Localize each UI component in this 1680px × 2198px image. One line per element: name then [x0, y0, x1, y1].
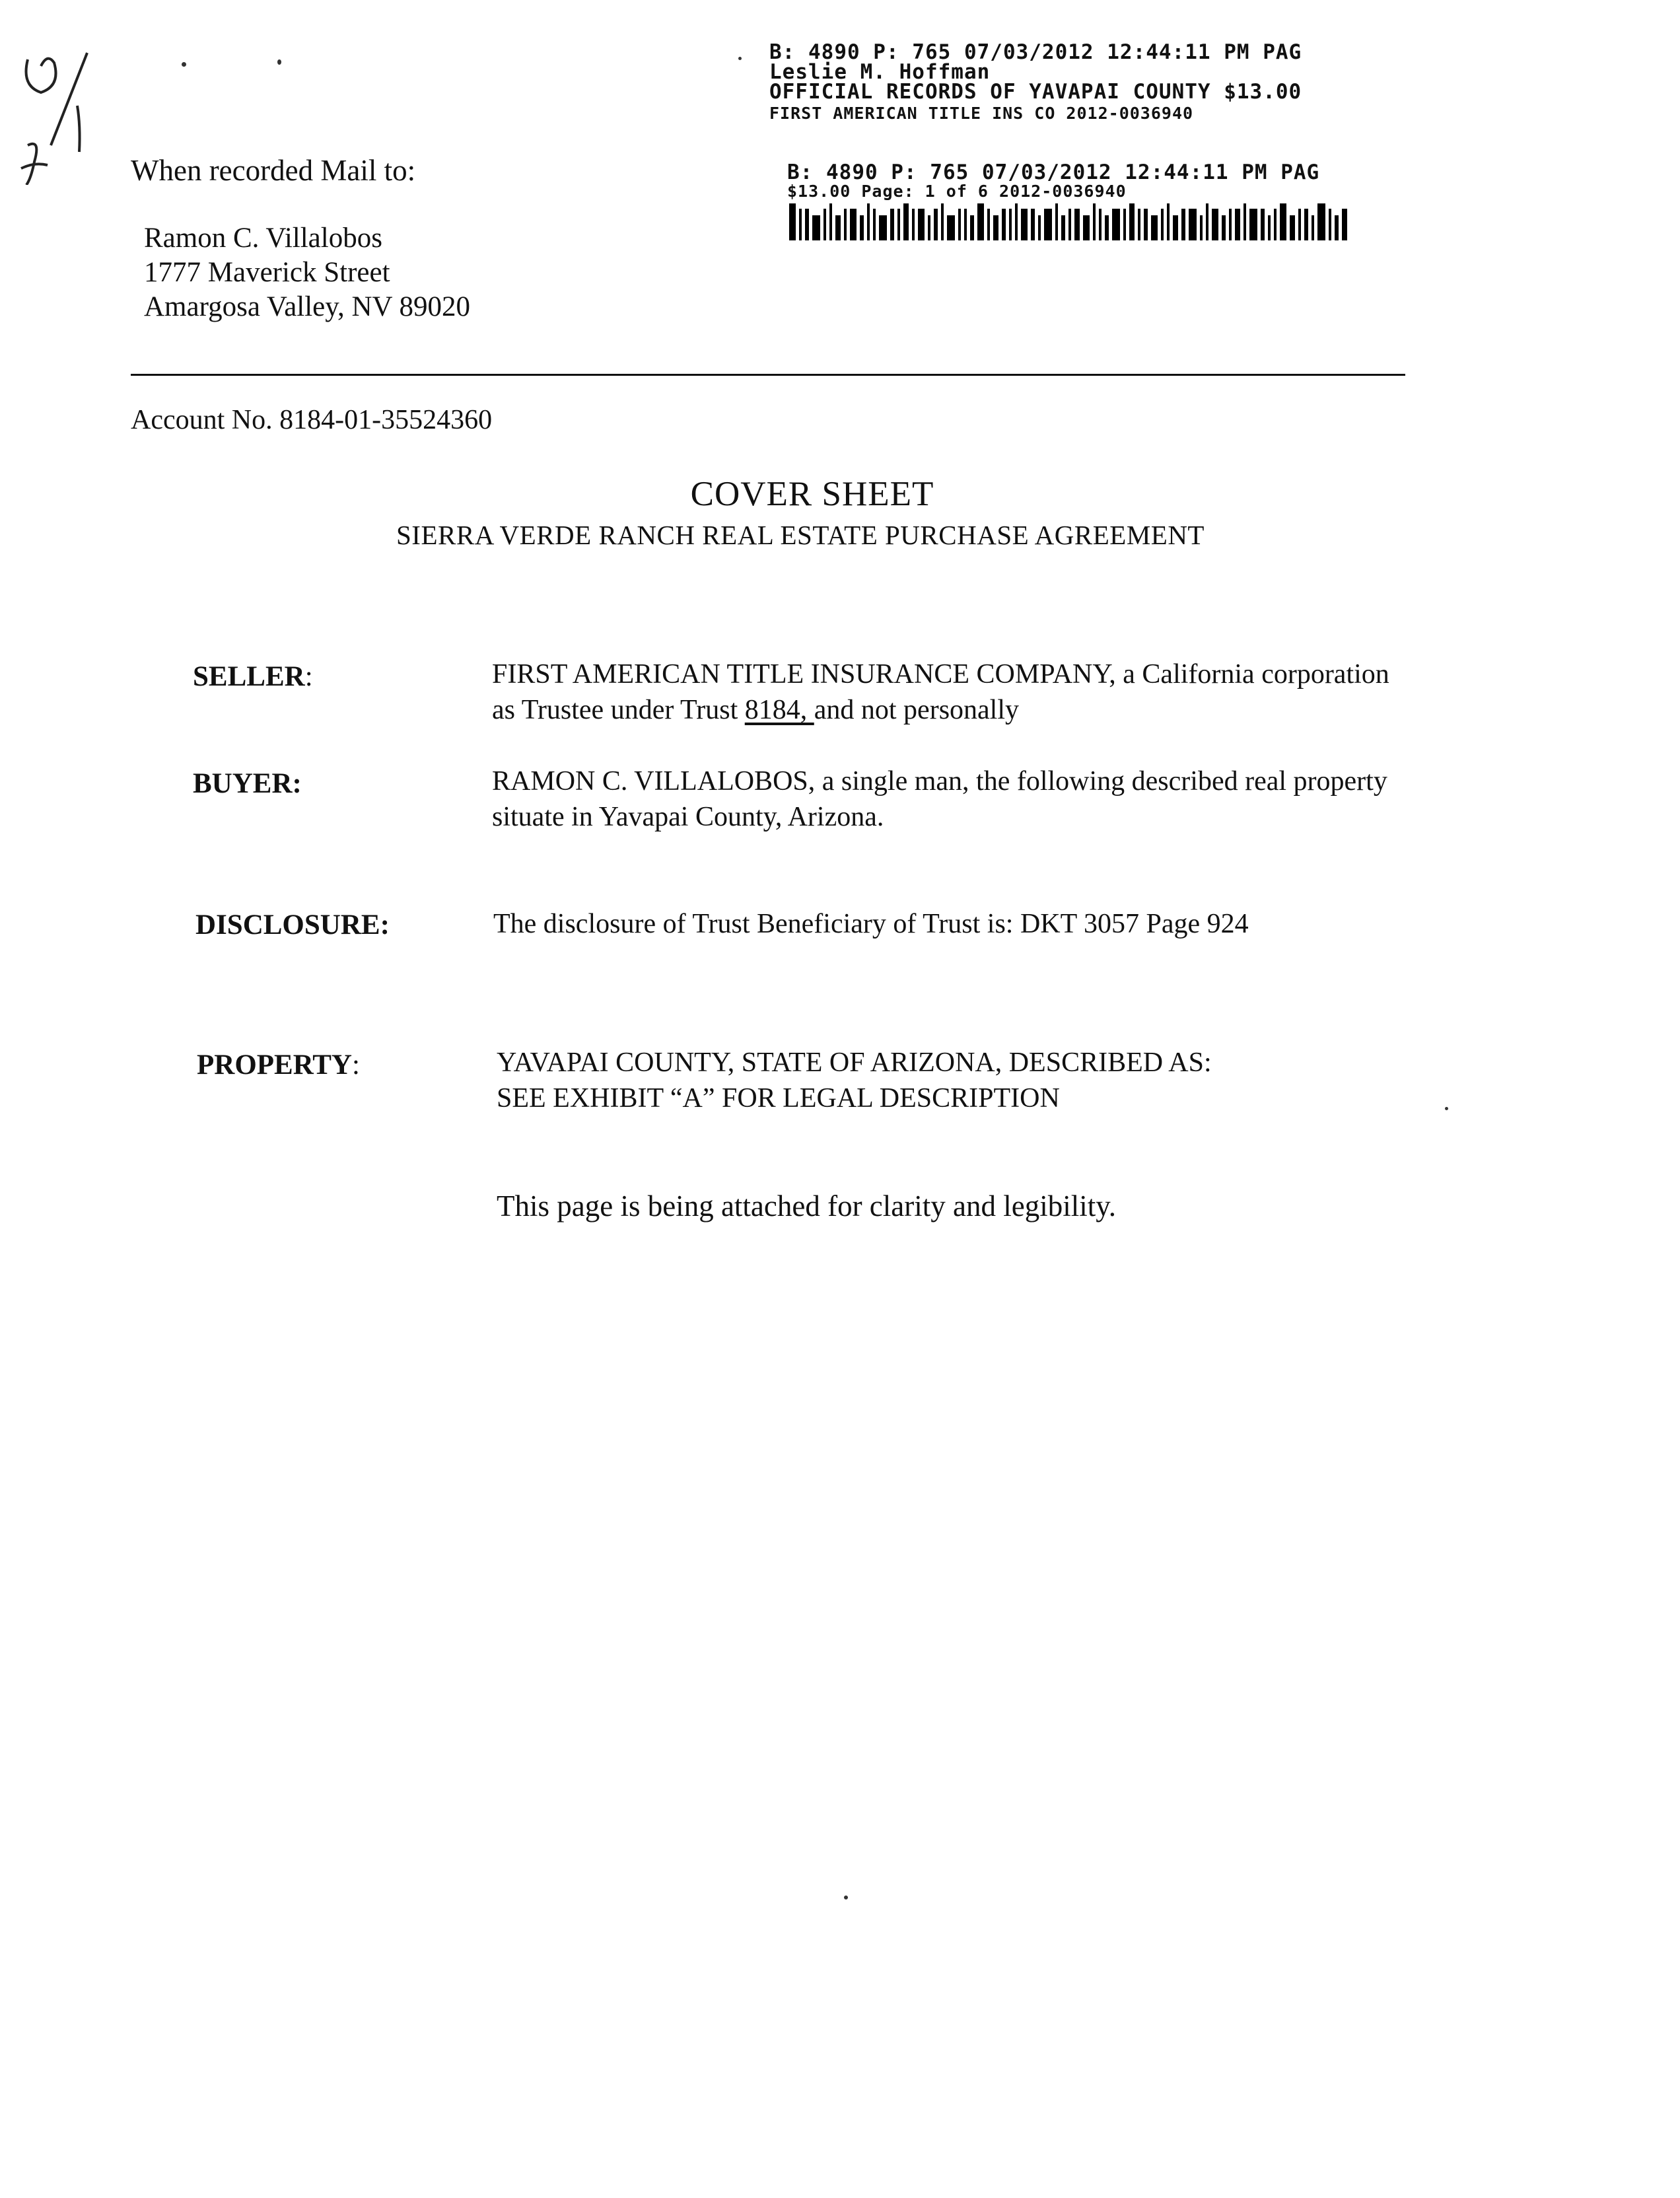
- seller-line-1: FIRST AMERICAN TITLE INSURANCE COMPANY, a California corporation: [492, 659, 1389, 690]
- barcode-bar: [1298, 209, 1301, 240]
- barcode-bar: [1138, 209, 1140, 240]
- barcode-bar: [987, 209, 990, 240]
- barcode-bar: [1055, 203, 1058, 240]
- barcode-bar: [789, 203, 796, 240]
- barcode-bar: [970, 215, 974, 240]
- mail-to-city: Amargosa Valley, NV 89020: [144, 291, 471, 322]
- trust-number: 8184,: [744, 695, 814, 725]
- speck: [738, 57, 742, 60]
- barcode-bar: [1335, 215, 1339, 240]
- speck: [1445, 1107, 1448, 1110]
- barcode-bar: [873, 209, 876, 240]
- property-line-1: YAVAPAI COUNTY, STATE OF ARIZONA, DESCRIBED AS:: [497, 1047, 1212, 1078]
- barcode-bar: [941, 203, 944, 240]
- barcode-bar: [993, 215, 998, 240]
- disclosure-line-1: The disclosure of Trust Beneficiary of Trust is: DKT 3057 Page 924: [493, 909, 1249, 939]
- divider-rule: [131, 374, 1405, 376]
- barcode-bar: [1112, 209, 1120, 240]
- barcode-bar: [1002, 209, 1006, 240]
- barcode-bar: [928, 215, 930, 240]
- mail-to-street: 1777 Maverick Street: [144, 257, 390, 288]
- stamp-recorder: Leslie M. Hoffman: [769, 60, 991, 84]
- barcode: [789, 203, 1496, 240]
- barcode-bar: [1280, 203, 1286, 240]
- barcode-bar: [1083, 215, 1090, 240]
- handwritten-mark: [15, 46, 107, 185]
- barcode-bar: [823, 209, 826, 240]
- property-label: PROPERTY:: [197, 1049, 360, 1081]
- barcode-bar: [918, 209, 925, 240]
- barcode-bar: [812, 215, 820, 240]
- barcode-bar: [879, 215, 887, 240]
- barcode-bar: [1093, 203, 1096, 240]
- speck: [844, 1896, 848, 1899]
- barcode-bar: [890, 209, 894, 240]
- barcode-bar: [1304, 209, 1308, 240]
- seller-line-2: as Trustee under Trust 8184, and not personally: [492, 695, 1020, 725]
- barcode-bar: [1167, 203, 1170, 240]
- barcode-bar: [1099, 209, 1102, 240]
- property-line-2: SEE EXHIBIT “A” FOR LEGAL DESCRIPTION: [497, 1083, 1060, 1114]
- barcode-bar: [829, 203, 832, 240]
- barcode-bar: [799, 209, 802, 240]
- stamp-line: $13.00 Page: 1 of 6 2012-0036940: [787, 182, 1127, 201]
- barcode-bar: [964, 209, 967, 240]
- barcode-bar: [1021, 209, 1028, 240]
- barcode-bar: [1290, 215, 1295, 240]
- barcode-bar: [947, 215, 955, 240]
- speck: [277, 59, 281, 65]
- barcode-bar: [1068, 209, 1071, 240]
- barcode-bar: [1061, 215, 1065, 240]
- barcode-bar: [1161, 209, 1164, 240]
- barcode-bar: [897, 209, 900, 240]
- barcode-bar: [1229, 209, 1232, 240]
- barcode-bar: [1123, 209, 1126, 240]
- barcode-bar: [850, 209, 857, 240]
- barcode-bar: [1212, 209, 1218, 240]
- barcode-bar: [1312, 215, 1314, 240]
- barcode-bar: [1181, 209, 1185, 240]
- barcode-bar: [1031, 209, 1035, 240]
- speck: [182, 62, 186, 67]
- barcode-bar: [1235, 209, 1240, 240]
- page-subtitle: SIERRA VERDE RANCH REAL ESTATE PURCHASE AGREEMENT: [396, 520, 1205, 550]
- seller-label: SELLER:: [193, 661, 313, 692]
- barcode-bar: [1317, 203, 1325, 240]
- barcode-bar: [1129, 203, 1135, 240]
- barcode-bar: [1038, 215, 1041, 240]
- buyer-line-2: situate in Yavapai County, Arizona.: [492, 802, 884, 832]
- account-number: Account No. 8184-01-35524360: [131, 405, 493, 435]
- stamp-line: B: 4890 P: 765 07/03/2012 12:44:11 PM PAG: [787, 160, 1320, 184]
- barcode-bar: [1268, 215, 1271, 240]
- barcode-bar: [1189, 209, 1197, 240]
- barcode-bar: [1015, 203, 1018, 240]
- barcode-bar: [1329, 209, 1331, 240]
- barcode-bar: [1173, 215, 1178, 240]
- barcode-bar: [1342, 209, 1347, 240]
- barcode-bar: [860, 215, 864, 240]
- barcode-bar: [867, 203, 870, 240]
- barcode-bar: [835, 215, 841, 240]
- barcode-bar: [903, 203, 909, 240]
- barcode-bar: [1222, 215, 1226, 240]
- barcode-bar: [1105, 215, 1109, 240]
- barcode-bar: [1249, 209, 1257, 240]
- buyer-label: BUYER:: [193, 768, 302, 799]
- clarity-note: This page is being attached for clarity and legibility.: [497, 1189, 1117, 1223]
- barcode-bar: [958, 209, 961, 240]
- barcode-bar: [977, 203, 984, 240]
- page-title: COVER SHEET: [690, 475, 934, 513]
- disclosure-label: DISCLOSURE:: [195, 909, 390, 940]
- stamp-line: B: 4890 P: 765 07/03/2012 12:44:11 PM PAG: [769, 40, 1302, 64]
- barcode-bar: [1206, 203, 1208, 240]
- barcode-bar: [1261, 209, 1265, 240]
- barcode-bar: [844, 209, 847, 240]
- mail-to-heading: When recorded Mail to:: [131, 154, 416, 187]
- mail-to-name: Ramon C. Villalobos: [144, 223, 382, 254]
- barcode-bar: [1274, 209, 1277, 240]
- stamp-line: FIRST AMERICAN TITLE INS CO 2012-0036940: [769, 104, 1194, 123]
- stamp-line: OFFICIAL RECORDS OF YAVAPAI COUNTY $13.00: [769, 80, 1302, 104]
- barcode-bar: [934, 209, 938, 240]
- barcode-bar: [1151, 215, 1158, 240]
- barcode-bar: [805, 209, 809, 240]
- barcode-bar: [1243, 203, 1246, 240]
- barcode-bar: [1074, 209, 1080, 240]
- barcode-bar: [1009, 209, 1012, 240]
- barcode-bar: [1200, 215, 1203, 240]
- buyer-line-1: RAMON C. VILLALOBOS, a single man, the following described real property: [492, 766, 1387, 797]
- barcode-bar: [1044, 209, 1052, 240]
- barcode-bar: [912, 209, 915, 240]
- barcode-bar: [1144, 209, 1148, 240]
